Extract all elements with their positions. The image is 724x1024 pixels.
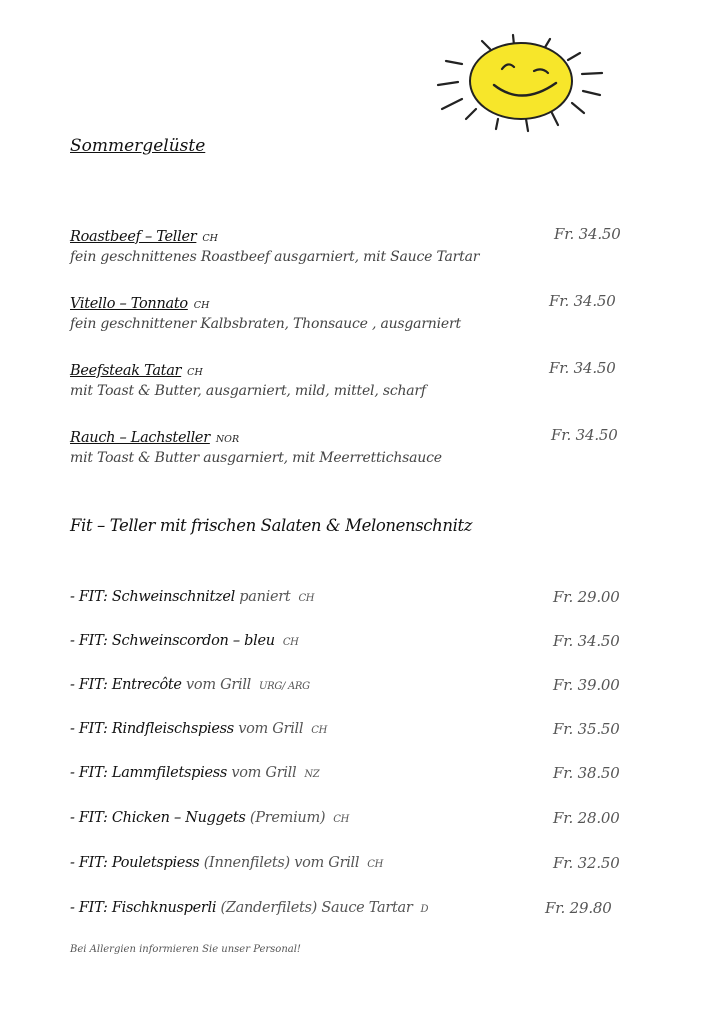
allergy-note: Bei Allergien informieren Sie unser Personal! bbox=[70, 944, 301, 955]
fit-item: - FIT: Schweinschnitzel paniert CH bbox=[70, 589, 315, 605]
fit-item: - FIT: Rindfleischspiess vom Grill CH bbox=[70, 721, 327, 737]
fit-item-price: Fr. 35.50 bbox=[553, 720, 620, 738]
fit-item-price: Fr. 39.00 bbox=[553, 676, 620, 694]
fit-item: - FIT: Pouletspiess (Innenfilets) vom Grill CH bbox=[70, 855, 384, 871]
fit-item: - FIT: Chicken – Nuggets (Premium) CH bbox=[70, 810, 350, 826]
dish-name-roastbeef: Roastbeef – Teller CH bbox=[70, 229, 218, 245]
section-title: Sommergelüste bbox=[70, 136, 206, 156]
fit-item: - FIT: Fischknusperli (Zanderfilets) Sauce Tartar D bbox=[70, 900, 429, 916]
dish-price: Fr. 34.50 bbox=[551, 426, 618, 444]
fit-section-title: Fit – Teller mit frischen Salaten & Melonenschnitz bbox=[70, 516, 472, 535]
fit-item-price: Fr. 34.50 bbox=[553, 632, 620, 650]
fit-item: - FIT: Lammfiletspiess vom Grill NZ bbox=[70, 765, 320, 781]
dish-description: mit Toast & Butter ausgarniert, mit Meerrettichsauce bbox=[70, 450, 442, 466]
dish-name-vitello: Vitello – Tonnato CH bbox=[70, 296, 210, 312]
smiling-sun-icon bbox=[434, 33, 609, 135]
dish-price: Fr. 34.50 bbox=[549, 359, 616, 377]
dish-description: fein geschnittenes Roastbeef ausgarniert, mit Sauce Tartar bbox=[70, 249, 480, 265]
fit-item-price: Fr. 32.50 bbox=[553, 854, 620, 872]
dish-description: fein geschnittener Kalbsbraten, Thonsauce , ausgarniert bbox=[70, 316, 461, 332]
dish-name-beefsteak: Beefsteak Tatar CH bbox=[70, 363, 203, 379]
fit-item: - FIT: Schweinscordon – bleu CH bbox=[70, 633, 299, 649]
fit-item-price: Fr. 29.80 bbox=[545, 899, 612, 917]
dish-price: Fr. 34.50 bbox=[549, 292, 616, 310]
fit-item-price: Fr. 38.50 bbox=[553, 764, 620, 782]
dish-name-lachs: Rauch – Lachsteller NOR bbox=[70, 430, 240, 446]
fit-item-price: Fr. 28.00 bbox=[553, 809, 620, 827]
dish-description: mit Toast & Butter, ausgarniert, mild, mittel, scharf bbox=[70, 383, 426, 399]
fit-item-price: Fr. 29.00 bbox=[553, 588, 620, 606]
fit-item: - FIT: Entrecôte vom Grill URG/ ARG bbox=[70, 677, 310, 693]
dish-price: Fr. 34.50 bbox=[554, 225, 621, 243]
